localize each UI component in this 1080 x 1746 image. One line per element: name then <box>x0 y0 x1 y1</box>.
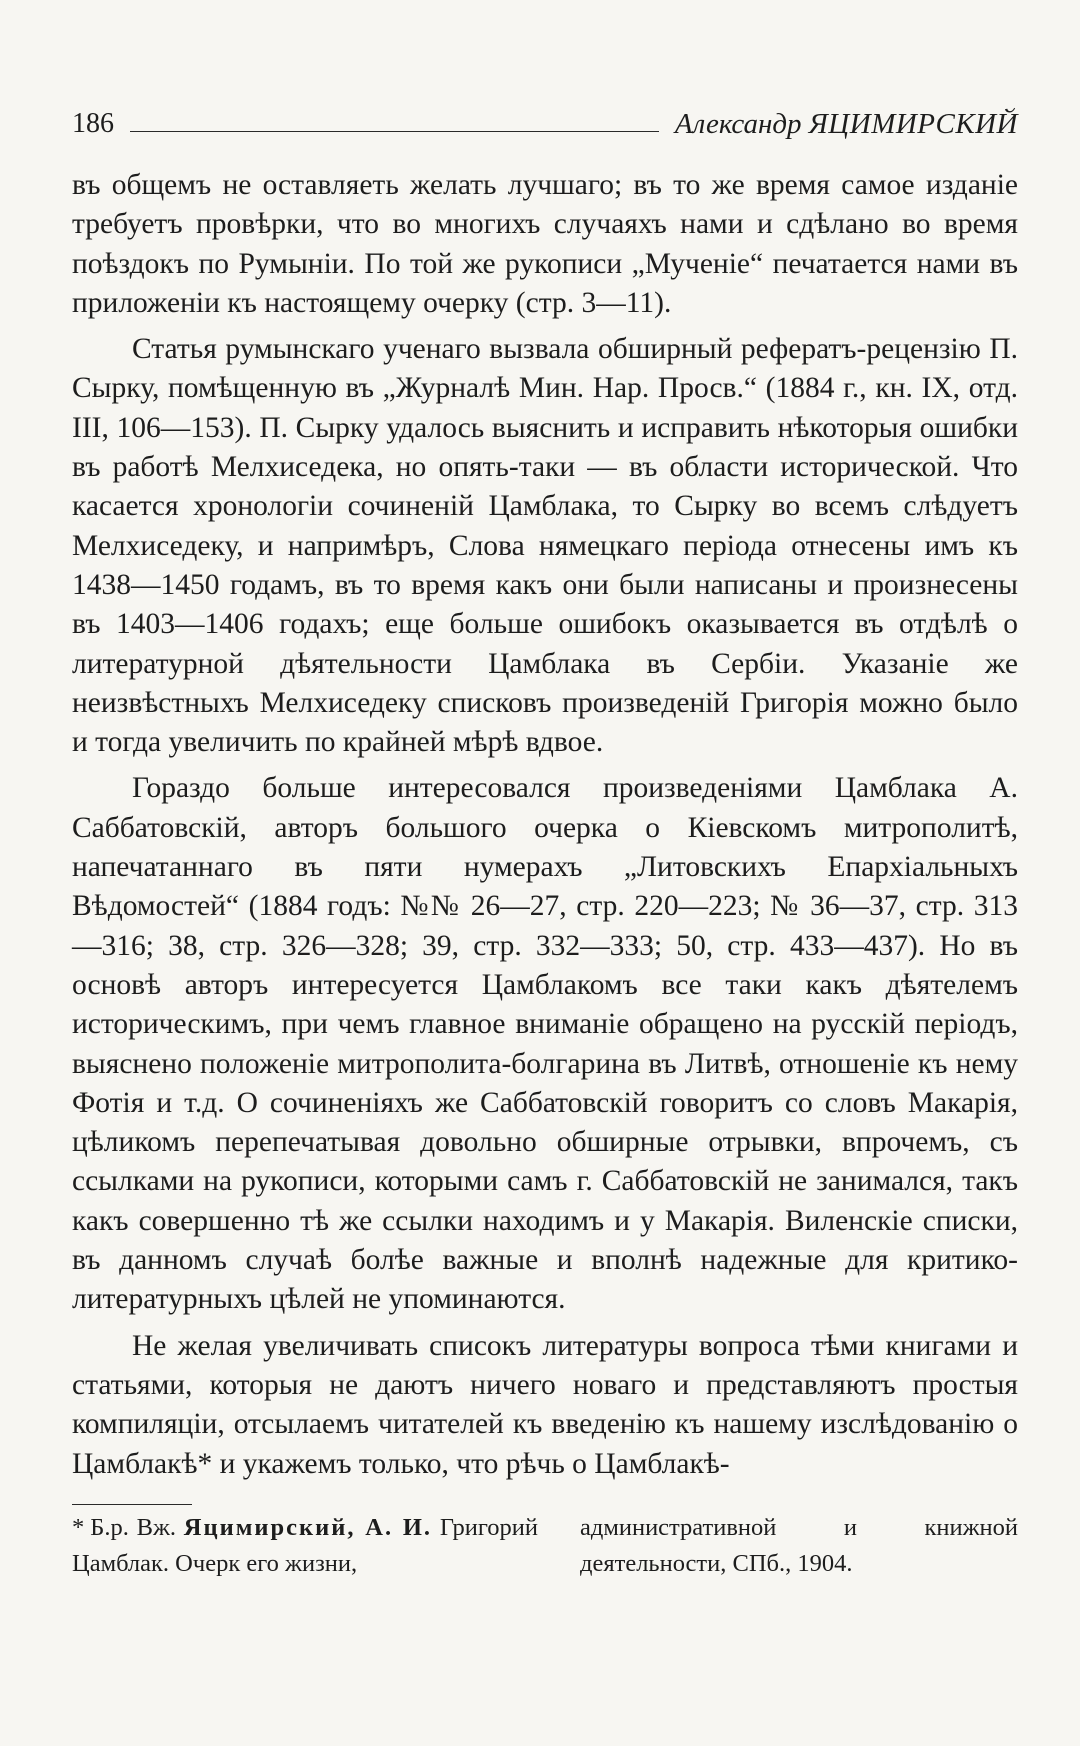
footnote-prefix: Б.р. Вж. <box>90 1514 176 1541</box>
paragraph-3: Гораздо больше интересовался произведеніями Цамблака А. Саббатовскій, авторъ большого очерка о Кіевскомъ митрополитѣ, напечатаннаго въ пяти нумерахъ „Литовскихъ Епархіальныхъ Вѣдомостей“ (1884 годъ: №№ 26—27, стр. 220—223; № 36—37, стр. 313—316; 38, стр. 326—328; 39, стр. 332—333; 50, стр. 433—437). Но въ основѣ авторъ интересуется Цамблакомъ все таки какъ дѣятелемъ историческимъ, при чемъ главное вниманіе обращено на русскій періодъ, выяснено положеніе митрополита-болгарина въ Литвѣ, отношеніе къ нему Фотія и т.д. О сочиненіяхъ же Саббатовскій говоритъ со словъ Макарія, цѣликомъ перепечатывая довольно обширные отрывки, впрочемъ, съ ссылками на рукописи, которыми самъ г. Саббатовскій не занимался, такъ какъ совершенно тѣ же ссылки находимъ и у Макарія. Виленскіе списки, въ данномъ случаѣ болѣе важные и вполнѣ надежные для критико-литературныхъ цѣлей не упоминаются. <box>72 772 1018 1316</box>
running-head-given-name: Александр <box>674 108 802 140</box>
page-header <box>72 100 1018 140</box>
running-head-surname: ЯЦИМИРСКИЙ <box>808 108 1018 140</box>
paragraph-4: Не желая увеличивать списокъ литературы вопроса тѣми книгами и статьями, которыя не даютъ ничего новаго и представляютъ простыя компиляціи, отсылаемъ читателей къ введенію къ нашему изслѣдованію о Цамблакѣ* и укажемъ только, что рѣчь о Цамблакѣ- <box>72 1329 1018 1480</box>
footnote-marker: * <box>72 1514 85 1541</box>
footnote-rule <box>72 1504 192 1505</box>
page-number: 186 <box>72 108 114 139</box>
header-rule <box>130 131 659 132</box>
paragraph-1: въ общемъ не оставляеть желать лучшаго; въ то же время самое изданіе требуетъ провѣрки, что во многихъ случаяхъ нами и сдѣлано во время поѣздокъ по Румыніи. По той же рукописи „Мученіе“ печатается нами въ приложеніи къ настоящему очерку (стр. 3—11). <box>72 169 1018 319</box>
paragraph-2: Статья румынскаго ученаго вызвала обширный рефератъ-рецензію П. Сырку, помѣщенную въ „Журналѣ Мин. Нар. Просв.“ (1884 г., кн. IX, отд. III, 106—153). П. Сырку удалось выяснить и исправить нѣкоторыя ошибки въ работѣ Мелхиседека, но опять-таки — въ области исторической. Что касается хронологіи сочиненій Цамблака, то Сырку во всемъ слѣдуетъ Мелхиседеку, и напримѣръ, Слова нямецкаго періода отнесены имъ къ 1438—1450 годамъ, въ то время какъ они были написаны и произнесены въ 1403—1406 годахъ; еще больше ошибокъ оказывается въ отдѣлѣ о литературной дѣятельности Цамблака въ Сербіи. Указаніе же неизвѣстныхъ Мелхиседеку списковъ произведеній Григорія можно было и тогда увеличить по крайней мѣрѣ вдвое. <box>72 333 1018 759</box>
footnote-author: Яцимирский, А. И. <box>183 1514 433 1541</box>
footnote-title: Григорий Цамблак. Очерк его жизни, <box>72 1514 538 1577</box>
footnote-left-column <box>72 1510 538 1582</box>
footnote-right-column: административной и книжной деятельности, СПб., 1904. <box>580 1514 1018 1577</box>
running-head <box>675 108 1018 140</box>
main-text <box>72 166 1018 1484</box>
footnote <box>72 1510 1018 1582</box>
